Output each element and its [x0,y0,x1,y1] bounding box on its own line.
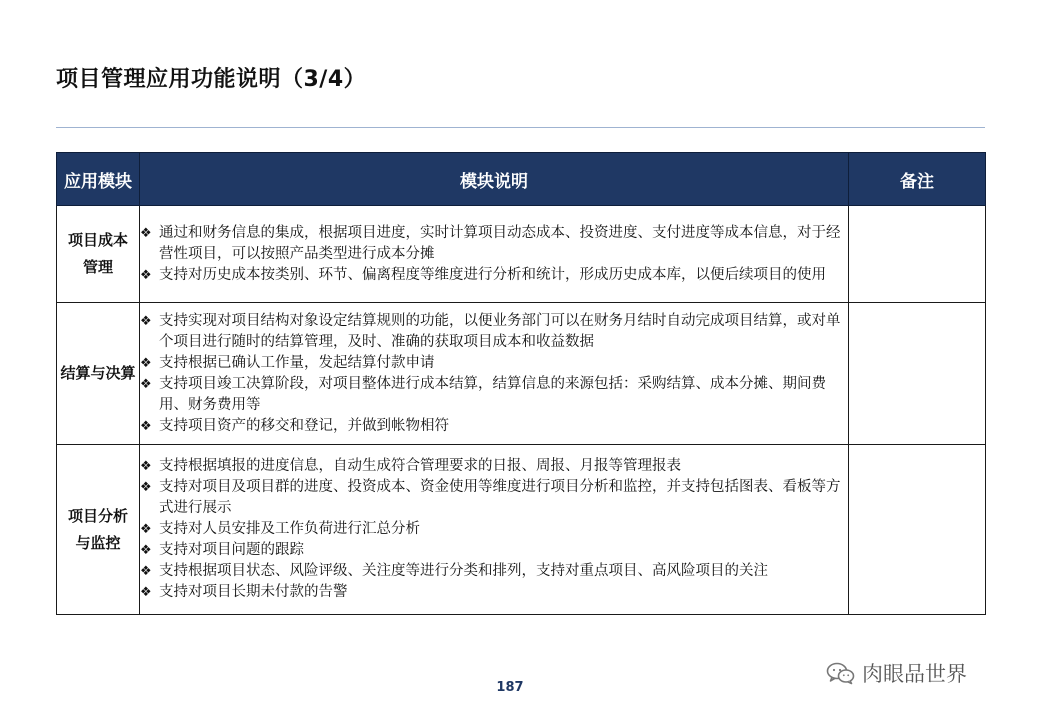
diamond-bullet-icon: ❖ [140,418,152,434]
diamond-bullet-icon: ❖ [140,225,152,241]
diamond-bullet-icon: ❖ [140,459,152,474]
description-cell [140,303,849,445]
list-item: ❖ 支持根据项目状态、风险评级、关注度等进行分类和排列，支持对重点项目、高风险项目的关注 [140,561,848,582]
list-item: ❖ 支持对项目及项目群的进度、投资成本、资金使用等维度进行项目分析和监控，并支持包括图表、看板等方式进行展示 [140,479,841,516]
module-cell [57,303,140,445]
list-item: ❖ 支持根据填报的进度信息，自动生成符合管理要求的日报、周报、月报等管理报表 [140,456,848,477]
module-cell [57,206,140,303]
diamond-bullet-icon: ❖ [140,564,152,579]
module-name-line: 管理 [82,258,113,276]
note-cell [849,303,986,445]
description-cell [140,445,849,615]
title-divider [56,127,985,128]
diamond-bullet-icon: ❖ [140,543,152,558]
header-note: 备注 [849,153,986,206]
description-cell [140,206,849,303]
table-header-row [57,153,986,206]
table-row [57,445,986,615]
page-title: 项目管理应用功能说明（3/4） [56,67,367,92]
module-cell [57,445,140,615]
wechat-icon [826,661,856,685]
diamond-bullet-icon: ❖ [140,267,152,283]
module-name-line: 项目成本 [67,231,128,249]
table-row [57,303,986,445]
diamond-bullet-icon: ❖ [140,585,152,600]
table-row [57,206,986,303]
watermark [826,658,967,688]
diamond-bullet-icon: ❖ [140,355,152,371]
diamond-bullet-icon: ❖ [140,480,152,495]
list-item: ❖ 支持对项目长期未付款的告警 [140,582,848,603]
list-item: ❖ 支持项目资产的移交和登记，并做到帐物相符 [140,416,848,437]
note-cell [849,445,986,615]
diamond-bullet-icon: ❖ [140,313,152,329]
header-description: 模块说明 [140,153,849,206]
list-item: ❖ 支持根据已确认工作量，发起结算付款申请 [140,353,848,374]
diamond-bullet-icon: ❖ [140,376,152,392]
diamond-bullet-icon: ❖ [140,522,152,537]
module-name-line: 与监控 [75,533,121,552]
list-item: ❖ 支持对人员安排及工作负荷进行汇总分析 [140,519,848,540]
list-item: ❖ 通过和财务信息的集成，根据项目进度，实时计算项目动态成本、投资进度、支付进度等成本信息，对于经营性项目，可以按照产品类型进行成本分摊 [140,224,841,262]
module-name-line: 项目分析 [67,506,128,525]
list-item: ❖ 支持实现对项目结构对象设定结算规则的功能，以便业务部门可以在财务月结时自动完成项目结算，或对单个项目进行随时的结算管理，及时、准确的获取项目成本和收益数据 [140,312,841,350]
note-cell [849,206,986,303]
function-table [56,152,986,615]
page-number: 187 [496,680,524,695]
module-name-line: 结算与决算 [60,364,136,382]
header-module: 应用模块 [57,153,140,206]
watermark-text: 肉眼品世界 [862,662,967,686]
list-item: ❖ 支持项目竣工决算阶段，对项目整体进行成本结算，结算信息的来源包括：采购结算、成本分摊、期间费用、财务费用等 [140,375,826,413]
list-item: ❖ 支持对项目问题的跟踪 [140,540,848,561]
list-item: ❖ 支持对历史成本按类别、环节、偏离程度等维度进行分析和统计，形成历史成本库，以便后续项目的使用 [140,265,848,286]
